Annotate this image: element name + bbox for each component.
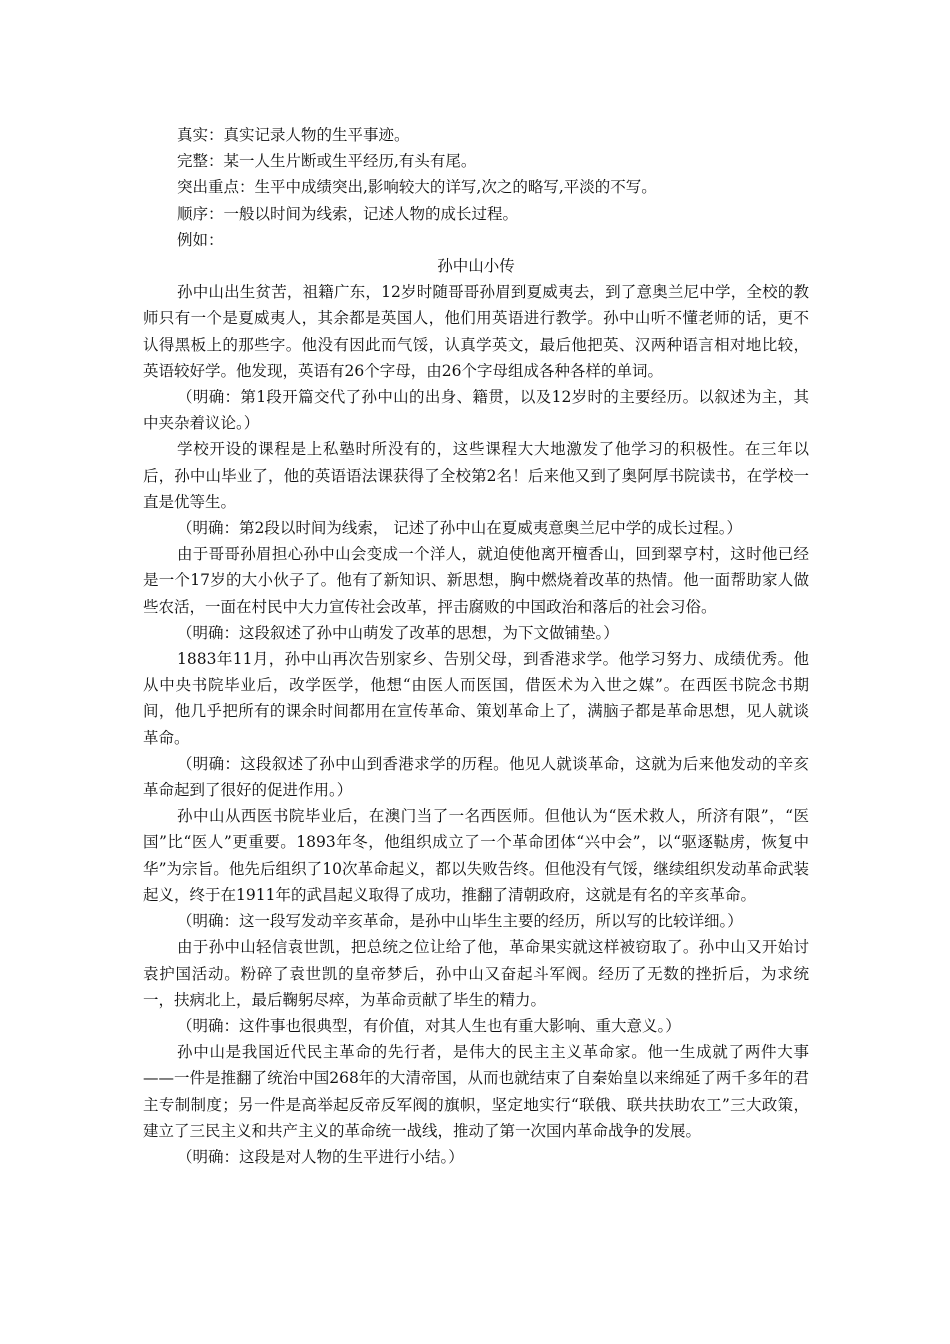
- annotation-note: （明确：这件事也很典型，有价值，对其人生也有重大影响、重大意义。）: [177, 1016, 681, 1035]
- paragraph: 孙中山出生贫苦，祖籍广东，12岁时随哥哥孙眉到夏威夷去，到了意奥兰尼中学，全校的教师只有一个是夏威夷人，其余都是英国人，他们用英语进行教学。孙中山听不懂老师的话，更不认得黑板上的那些字。他没有因此而气馁，认真学英文，最后他把英、汉两种语言相对地比较，英语较好学。他发现，英语有26个字母，由26个字母组成各种各样的单词。: [143, 283, 809, 380]
- article-title: 孙中山小传: [437, 257, 515, 276]
- intro-line-complete: 完整：某一人生片断或生平经历,有头有尾。: [177, 152, 477, 171]
- annotation-note: （明确：这段叙述了孙中山萌发了改革的思想，为下文做铺垫。）: [177, 623, 619, 642]
- annotation-note: （明确：第2段以时间为线索， 记述了孙中山在夏威夷意奥兰尼中学的成长过程。）: [177, 519, 743, 538]
- annotation-note: （明确：这段是对人物的生平进行小结。）: [177, 1147, 464, 1166]
- paragraph: 由于孙中山轻信袁世凯，把总统之位让给了他，革命果实就这样被窃取了。孙中山又开始讨袁护国活动。粉碎了袁世凯的皇帝梦后，孙中山又奋起斗军阀。经历了无数的挫折后，为求统一，扶病北上，最后鞠躬尽瘁，为革命贡献了毕生的精力。: [143, 938, 809, 1009]
- paragraph: 由于哥哥孙眉担心孙中山会变成一个洋人，就迫使他离开檀香山，回到翠亨村，这时他已经是一个17岁的大小伙子了。他有了新知识、新思想，胸中燃烧着改革的热情。他一面帮助家人做些农活，一面在村民中大力宣传社会改革，抨击腐败的中国政治和落后的社会习俗。: [143, 545, 809, 616]
- intro-line-focus: 突出重点：生平中成绩突出,影响较大的详写,次之的略写,平淡的不写。: [177, 178, 657, 197]
- paragraph: 1883年11月，孙中山再次告别家乡、告别父母，到香港求学。他学习努力、成绩优秀。他从中央书院毕业后，改学医学，他想“由医人而医国，借医术为入世之媒”。在西医书院念书期间，他几乎把所有的课余时间都用在宣传革命、策划革命上了，满脑子都是革命思想，见人就谈革命。: [143, 650, 809, 747]
- annotation-note: （明确：这段叙述了孙中山到香港求学的历程。他见人就谈革命，这就为后来他发动的辛亥革命起到了很好的促进作用。）: [143, 754, 809, 800]
- paragraph: 孙中山是我国近代民主革命的先行者，是伟大的民主主义革命家。他一生成就了两件大事——一件是推翻了统治中国268年的大清帝国，从而也就结束了自秦始皇以来绵延了两千多年的君主专制制度；另一件是高举起反帝反军阀的旗帜，坚定地实行“联俄、联共扶助农工”三大政策，建立了三民主义和共产主义的革命统一战线，推动了第一次国内革命战争的发展。: [143, 1043, 809, 1140]
- intro-line-order: 顺序：一般以时间为线索，记述人物的成长过程。: [177, 204, 519, 223]
- intro-line-example: 例如：: [177, 230, 224, 249]
- intro-line-truth: 真实：真实记录人物的生平事迹。: [177, 126, 410, 144]
- document-page: [143, 122, 809, 1170]
- paragraph: 学校开设的课程是上私塾时所没有的，这些课程大大地激发了他学习的积极性。在三年以后，孙中山毕业了，他的英语语法课获得了全校第2名！后来他又到了奥阿厚书院读书，在学校一直是优等生。: [143, 440, 809, 511]
- annotation-note: （明确：这一段写发动辛亥革命，是孙中山毕生主要的经历，所以写的比较详细。）: [177, 912, 743, 931]
- annotation-note: （明确：第1段开篇交代了孙中山的出身、籍贯，以及12岁时的主要经历。以叙述为主，其中夹杂着议论。）: [143, 388, 809, 433]
- paragraph: 孙中山从西医书院毕业后，在澳门当了一名西医师。但他认为“医术救人，所济有限”，“医国”比“医人”更重要。1893年冬，他组织成立了一个革命团体“兴中会”，以“驱逐鞑虏，恢复中华”为宗旨。他先后组织了10次革命起义，都以失败告终。但他没有气馁，继续组织发动革命武装起义，终于在1911年的武昌起义取得了成功，推翻了清朝政府，这就是有名的辛亥革命。: [143, 807, 809, 904]
